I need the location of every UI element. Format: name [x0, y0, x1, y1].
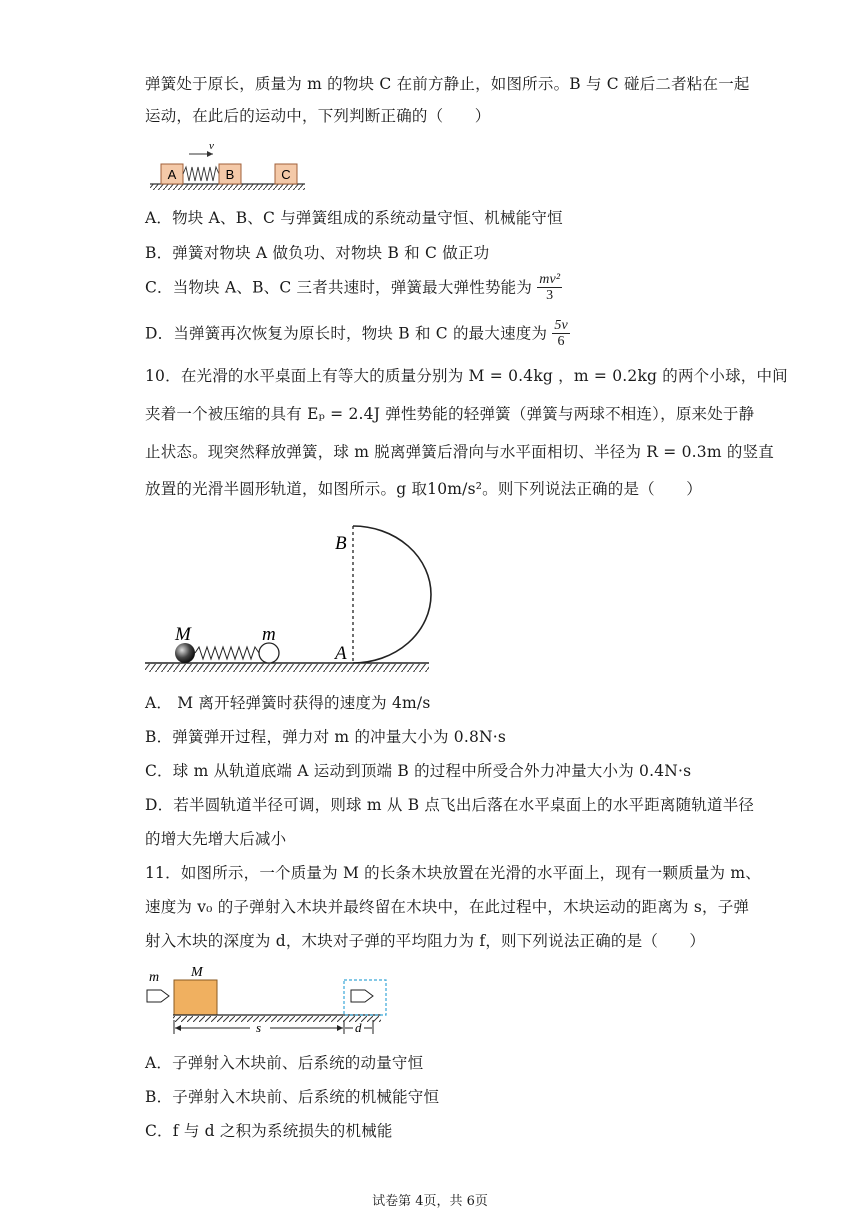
q10-option-d-line2: 的增大先增大后减小	[145, 830, 287, 848]
s-arrowhead-left	[175, 1025, 181, 1031]
q9-option-b: B．弹簧对物块 A 做负功、对物块 B 和 C 做正功	[145, 244, 490, 262]
fraction-denominator: 3	[546, 288, 554, 303]
ball-small-m	[259, 643, 279, 663]
q9-option-c	[145, 272, 562, 308]
bullet-embedded	[351, 990, 373, 1002]
q10-line4: 放置的光滑半圆形轨道，如图所示。g 取10m/s²。则下列说法正确的是（ ）	[145, 480, 702, 498]
q11-option-a: A．子弹射入木块前、后系统的动量守恒	[145, 1054, 424, 1072]
q9-option-d-text: D．当弹簧再次恢复为原长时，物块 B 和 C 的最大速度为	[145, 324, 548, 343]
q9-option-d-fraction	[552, 318, 570, 349]
q9-option-a: A．物块 A、B、C 与弹簧组成的系统动量守恒、机械能守恒	[145, 209, 563, 227]
q9-stem-line2: 运动，在此后的运动中，下列判断正确的（ ）	[145, 107, 491, 125]
q10-ground-hatch	[145, 664, 429, 672]
q9-option-c-fraction	[537, 272, 562, 303]
q10-line3: 止状态。现突然释放弹簧，球 m 脱离弹簧后滑向与水平面相切、半径为 R = 0.3m 的竖直	[145, 443, 774, 461]
q9-stem-line1: 弹簧处于原长，质量为 m 的物块 C 在前方静止，如图所示。B 与 C 碰后二者粘在一起	[145, 75, 750, 93]
label-big-m: M	[175, 624, 191, 645]
velocity-label: v	[209, 140, 214, 152]
page-footer: 试卷第 4页，共 6页	[372, 1194, 488, 1209]
label-s: s	[256, 1020, 262, 1034]
q10-option-a: A． M 离开轻弹簧时获得的速度为 4m/s	[145, 694, 431, 712]
fraction-numerator: 5v	[554, 318, 568, 333]
q10-line2: 夹着一个被压缩的具有 Eₚ = 2.4J 弹性势能的轻弹簧（弹簧与两球不相连），原来处于静	[145, 405, 755, 423]
label-bullet-m: m	[149, 970, 160, 985]
semicircle-track	[353, 526, 431, 663]
bullet-initial	[147, 990, 169, 1002]
fraction-numerator: mv²	[539, 272, 561, 287]
q11-line3: 射入木块的深度为 d，木块对子弹的平均阻力为 f，则下列说法正确的是（ ）	[145, 932, 706, 950]
q10-option-c: C．球 m 从轨道底端 A 运动到顶端 B 的过程中所受合外力冲量大小为 0.4N·s	[145, 762, 692, 780]
block-b-label: B	[225, 167, 235, 182]
label-d: d	[355, 1020, 362, 1034]
q11-line2: 速度为 v₀ 的子弹射入木块并最终留在木块中，在此过程中，木块运动的距离为 s，子弹	[145, 898, 750, 916]
q10-spring	[195, 647, 259, 659]
q9-figure	[145, 140, 310, 192]
block-c-label: C	[281, 167, 291, 182]
q11-line1: 11．如图所示，一个质量为 M 的长条木块放置在光滑的水平面上，现有一颗质量为 m、	[145, 864, 761, 882]
label-point-b: B	[335, 533, 347, 554]
ball-big-m	[175, 643, 195, 663]
q9-option-d	[145, 318, 570, 354]
q10-option-d-line1: D．若半圆轨道半径可调，则球 m 从 B 点飞出后落在水平桌面上的水平距离随轨道半径	[145, 796, 755, 814]
s-arrowhead-right	[337, 1025, 343, 1031]
label-point-a: A	[335, 643, 347, 664]
q10-line1: 10．在光滑的水平桌面上有等大的质量分别为 M = 0.4kg ，m = 0.2kg 的两个小球，中间	[145, 367, 788, 385]
q11-ground-hatch	[173, 1016, 381, 1022]
q9-spring	[183, 167, 219, 181]
q10-figure	[145, 518, 435, 678]
wood-block	[174, 980, 217, 1015]
label-block-m: M	[191, 965, 203, 980]
q11-option-c: C．f 与 d 之积为系统损失的机械能	[145, 1122, 393, 1140]
q9-ground-hatch	[150, 184, 305, 190]
label-small-m: m	[262, 624, 276, 645]
q10-option-b: B．弹簧弹开过程，弹力对 m 的冲量大小为 0.8N·s	[145, 728, 507, 746]
q11-figure	[145, 962, 395, 1034]
fraction-denominator: 6	[557, 334, 565, 349]
q9-option-c-text: C．当物块 A、B、C 三者共速时，弹簧最大弹性势能为	[145, 278, 533, 297]
block-a-label: A	[167, 167, 177, 182]
q11-option-b: B．子弹射入木块前、后系统的机械能守恒	[145, 1088, 440, 1106]
